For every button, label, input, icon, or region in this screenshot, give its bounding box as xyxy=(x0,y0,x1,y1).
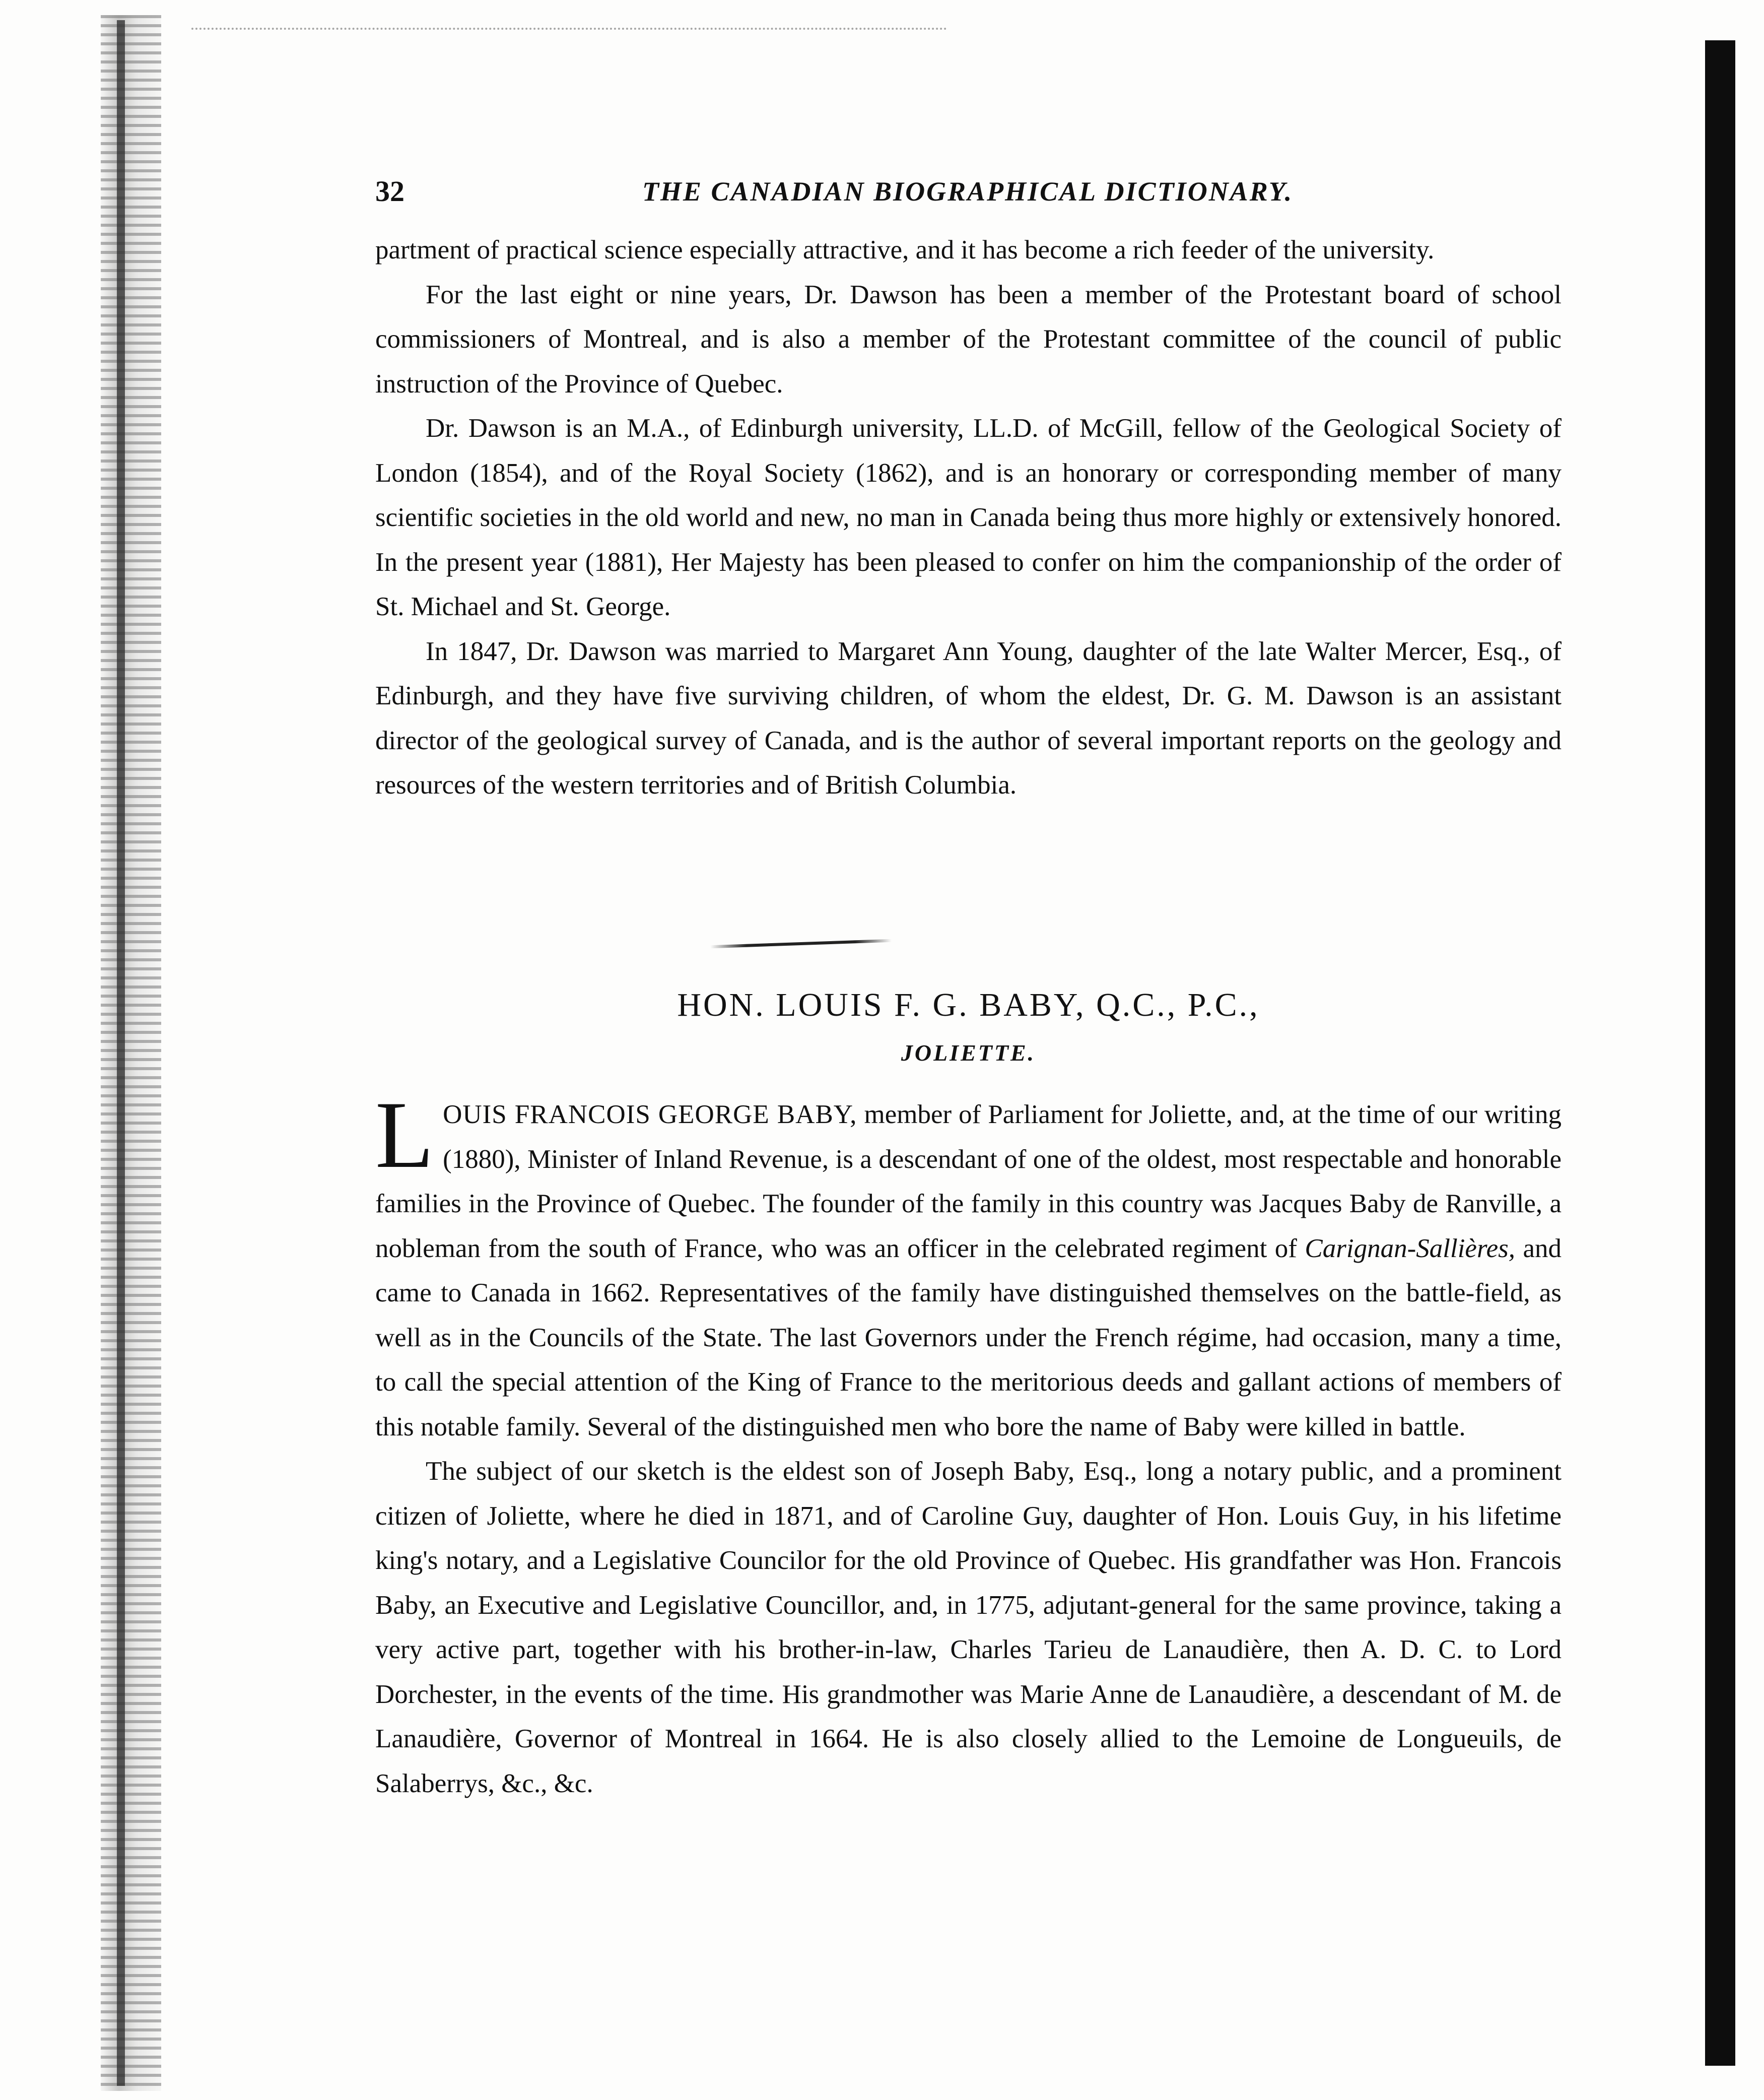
page-edge-shadow xyxy=(1705,40,1735,2066)
paragraph-text: member of Parliament for Joliette, and, at the time of our writing (1880), Minister of Inland Revenue, is a descendant of one of the oldest, most respectable and honorable families in the Province of Quebec. The founder of the family in this country was Jacques Baby de Ranville, a nobleman from the south of France, who was an officer in the celebrated regiment of xyxy=(375,1100,1562,1263)
running-title: THE CANADIAN BIOGRAPHICAL DICTIONARY. xyxy=(642,176,1294,207)
paragraph: Dr. Dawson is an M.A., of Edinburgh university, LL.D. of McGill, fellow of the Geological Society of London (1854), and of the Royal Society (1862), and is an honorary or corresponding member of many scientific societies in the old world and new, no man in Canada being thus more highly or extensively honored. In the present year (1881), Her Majesty has been pleased to confer on him the companionship of the order of St. Michael and St. George. xyxy=(375,414,1562,621)
paragraph: For the last eight or nine years, Dr. Dawson has been a member of the Protestant board of school commissioners of Montreal, and is also a member of the Protestant committee of the council of public instruction of the Province of Quebec. xyxy=(375,280,1562,399)
lead-caps: OUIS FRANCOIS GEORGE BABY, xyxy=(443,1100,857,1129)
paragraph-text: and came to Canada in 1662. Representatives of the family have distinguished themselves on the battle-field, as well as in the Councils of the State. The last Governors under the French régime, had occasion, many a time, to call the special attention of the King of France to the meritorious deeds and gallant actions of members of this notable family. Several of the distinguished men who bore the name of Baby were killed in battle. xyxy=(375,1233,1562,1441)
page-number: 32 xyxy=(375,175,404,208)
previous-article-text xyxy=(375,228,1562,808)
scan-noise xyxy=(191,28,947,35)
paragraph xyxy=(375,1082,1562,1449)
drop-cap: L xyxy=(375,1082,434,1188)
binding-shadow xyxy=(101,15,161,2091)
running-head xyxy=(375,171,1564,212)
section-divider xyxy=(710,939,892,949)
paragraph: The subject of our sketch is the eldest son of Joseph Baby, Esq., long a notary public, and a prominent citizen of Joliette, where he died in 1871, and of Caroline Guy, daughter of Hon. Louis Guy, in his lifetime king's notary, and a Legislative Councilor for the old Province of Quebec. His grandfather was Hon. Francois Baby, an Executive and Legislative Councillor, and, in 1775, adjutant-general for the same province, taking a very active part, together with his brother-in-law, Charles Tarieu de Lanaudière, then A. D. C. to Lord Dorchester, in the events of the time. His grandmother was Marie Anne de Lanaudière, a descendant of M. de Lanaudière, Governor of Montreal in 1664. He is also closely allied to the Lemoine de Longueuils, de Salaberrys, &c., &c. xyxy=(375,1457,1562,1798)
article-text xyxy=(375,1082,1562,1806)
article-title: HON. LOUIS F. G. BABY, Q.C., P.C., xyxy=(677,987,1260,1023)
article-subtitle: JOLIETTE. xyxy=(901,1040,1036,1066)
regiment-name: Carignan-Sallières, xyxy=(1305,1233,1516,1263)
paragraph: partment of practical science especially attractive, and it has become a rich feeder of the university. xyxy=(375,235,1435,265)
paragraph: In 1847, Dr. Dawson was married to Margaret Ann Young, daughter of the late Walter Mercer, Esq., of Edinburgh, and they have five surviving children, of whom the eldest, Dr. G. M. Dawson is an assistant director of the geological survey of Canada, and is the author of several important reports on the geology and resources of the western territories and of British Columbia. xyxy=(375,636,1562,800)
binding-edge-line xyxy=(117,20,125,2086)
